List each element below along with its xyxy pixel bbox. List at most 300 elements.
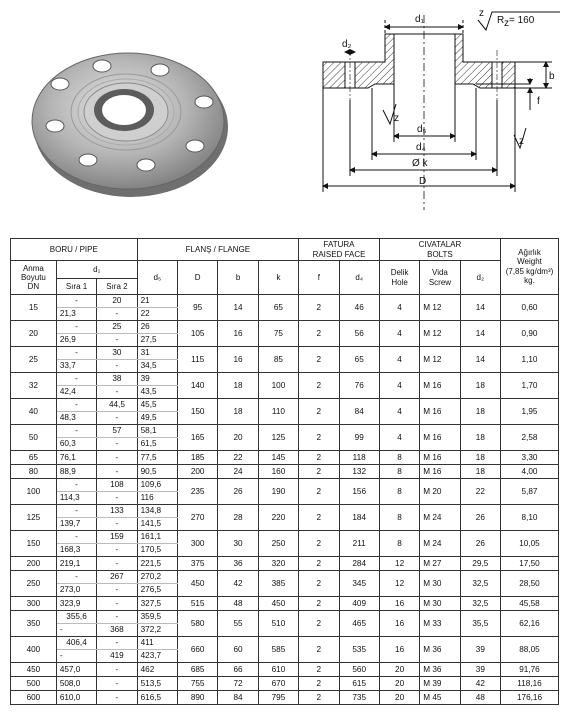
svg-text:R: R xyxy=(497,15,505,26)
cell-d5: 49,5 xyxy=(137,412,177,425)
cell-screw: M 39 xyxy=(420,677,460,691)
cell-w: 45,58 xyxy=(501,597,559,611)
cell-screw: M 12 xyxy=(420,347,460,373)
header-sira1: Sıra 1 xyxy=(56,279,96,295)
table-row xyxy=(11,663,559,677)
cell-b: 22 xyxy=(218,451,258,465)
cell-d5: 141,5 xyxy=(137,518,177,531)
cell-d2: 32,5 xyxy=(460,597,500,611)
cell-k: 795 xyxy=(258,691,298,705)
cell-f: 2 xyxy=(299,465,339,479)
cell-s2: 38 xyxy=(97,373,137,386)
cell-screw: M 45 xyxy=(420,691,460,705)
header-screw: Vida Screw xyxy=(420,261,460,295)
cell-s2: - xyxy=(97,611,137,624)
cell-k: 250 xyxy=(258,531,298,557)
cell-s1: - xyxy=(56,571,96,584)
cell-D: 300 xyxy=(177,531,217,557)
cell-k: 190 xyxy=(258,479,298,505)
cell-s1: 88,9 xyxy=(56,465,96,479)
cell-screw: M 12 xyxy=(420,321,460,347)
cell-d2: 14 xyxy=(460,347,500,373)
cell-s1: - xyxy=(56,399,96,412)
table-body xyxy=(11,295,559,705)
cell-d2: 39 xyxy=(460,637,500,663)
cell-s2: - xyxy=(97,334,137,347)
cell-f: 2 xyxy=(299,597,339,611)
cell-s2: 20 xyxy=(97,295,137,308)
cell-hole: 8 xyxy=(379,479,419,505)
cell-d5: 270,2 xyxy=(137,571,177,584)
cell-screw: M 33 xyxy=(420,611,460,637)
header-flange: FLANŞ / FLANGE xyxy=(137,239,299,261)
cell-w: 8,10 xyxy=(501,505,559,531)
cell-d2: 22 xyxy=(460,479,500,505)
cell-screw: M 30 xyxy=(420,597,460,611)
cell-d5: 90,5 xyxy=(137,465,177,479)
cell-dn: 50 xyxy=(11,425,57,451)
cell-w: 88,05 xyxy=(501,637,559,663)
cell-s1: - xyxy=(56,650,96,663)
svg-text:z: z xyxy=(504,18,509,29)
cell-w: 1,10 xyxy=(501,347,559,373)
cell-k: 85 xyxy=(258,347,298,373)
cell-dn: 40 xyxy=(11,399,57,425)
cell-s1: 21,3 xyxy=(56,308,96,321)
cell-b: 60 xyxy=(218,637,258,663)
cell-D: 270 xyxy=(177,505,217,531)
cell-d5: 411 xyxy=(137,637,177,650)
table-row xyxy=(11,347,559,360)
cell-screw: M 36 xyxy=(420,663,460,677)
cell-b: 18 xyxy=(218,399,258,425)
cell-D: 755 xyxy=(177,677,217,691)
cell-w: 118,16 xyxy=(501,677,559,691)
cell-k: 160 xyxy=(258,465,298,479)
cell-s1: 48,3 xyxy=(56,412,96,425)
header-raised-face: FATURA RAISED FACE xyxy=(299,239,380,261)
cell-s2: - xyxy=(97,663,137,677)
cell-k: 670 xyxy=(258,677,298,691)
cell-d5: 221,5 xyxy=(137,557,177,571)
cell-k: 510 xyxy=(258,611,298,637)
cell-b: 36 xyxy=(218,557,258,571)
cell-d4: 156 xyxy=(339,479,379,505)
table-row xyxy=(11,373,559,386)
cell-dn: 15 xyxy=(11,295,57,321)
cell-d2: 18 xyxy=(460,425,500,451)
cell-d2: 14 xyxy=(460,321,500,347)
cell-f: 2 xyxy=(299,373,339,399)
cell-k: 385 xyxy=(258,571,298,597)
cell-s1: 508,0 xyxy=(56,677,96,691)
cell-f: 2 xyxy=(299,321,339,347)
cell-D: 200 xyxy=(177,465,217,479)
cell-d4: 735 xyxy=(339,691,379,705)
cell-dn: 80 xyxy=(11,465,57,479)
cell-d5: 22 xyxy=(137,308,177,321)
cell-D: 185 xyxy=(177,451,217,465)
cell-hole: 12 xyxy=(379,557,419,571)
cell-s1: 273,0 xyxy=(56,584,96,597)
cell-s1: 610,0 xyxy=(56,691,96,705)
table-row xyxy=(11,425,559,438)
cell-k: 450 xyxy=(258,597,298,611)
cell-s2: 57 xyxy=(97,425,137,438)
header-D: D xyxy=(177,261,217,295)
cell-k: 125 xyxy=(258,425,298,451)
cell-hole: 4 xyxy=(379,425,419,451)
header-k: k xyxy=(258,261,298,295)
cell-s2: - xyxy=(97,637,137,650)
cell-hole: 4 xyxy=(379,347,419,373)
cell-s1: - xyxy=(56,373,96,386)
table-row xyxy=(11,465,559,479)
svg-text:d₂: d₂ xyxy=(342,39,352,50)
cell-d5: 134,8 xyxy=(137,505,177,518)
cell-d2: 18 xyxy=(460,399,500,425)
cell-s1: 219,1 xyxy=(56,557,96,571)
cell-f: 2 xyxy=(299,505,339,531)
cell-b: 30 xyxy=(218,531,258,557)
cell-b: 14 xyxy=(218,295,258,321)
cell-hole: 4 xyxy=(379,295,419,321)
cell-f: 2 xyxy=(299,531,339,557)
cell-d5: 31 xyxy=(137,347,177,360)
table-row xyxy=(11,611,559,624)
cell-s2: - xyxy=(97,691,137,705)
cell-w: 1,70 xyxy=(501,373,559,399)
cell-D: 115 xyxy=(177,347,217,373)
cell-hole: 8 xyxy=(379,451,419,465)
cell-dn: 125 xyxy=(11,505,57,531)
cell-b: 55 xyxy=(218,611,258,637)
cell-b: 16 xyxy=(218,347,258,373)
cell-screw: M 36 xyxy=(420,637,460,663)
cell-w: 1,95 xyxy=(501,399,559,425)
cell-s1: 406,4 xyxy=(56,637,96,650)
cell-D: 105 xyxy=(177,321,217,347)
cell-hole: 8 xyxy=(379,505,419,531)
cell-s1: - xyxy=(56,321,96,334)
cell-D: 685 xyxy=(177,663,217,677)
cell-s2: - xyxy=(97,492,137,505)
table-row xyxy=(11,505,559,518)
cell-f: 2 xyxy=(299,479,339,505)
cell-k: 585 xyxy=(258,637,298,663)
cell-k: 320 xyxy=(258,557,298,571)
cell-s2: - xyxy=(97,308,137,321)
cell-s1: - xyxy=(56,295,96,308)
header-bolts: CIVATALAR BOLTS xyxy=(379,239,500,261)
cell-dn: 450 xyxy=(11,663,57,677)
table-row xyxy=(11,479,559,492)
cell-s2: 108 xyxy=(97,479,137,492)
cell-b: 72 xyxy=(218,677,258,691)
cell-k: 65 xyxy=(258,295,298,321)
cell-w: 0,90 xyxy=(501,321,559,347)
cell-d4: 409 xyxy=(339,597,379,611)
cell-f: 2 xyxy=(299,691,339,705)
drawing-labels xyxy=(342,8,555,187)
cell-d2: 39 xyxy=(460,663,500,677)
cell-s2: - xyxy=(97,544,137,557)
cell-s2: - xyxy=(97,597,137,611)
cell-w: 3,30 xyxy=(501,451,559,465)
cell-s2: - xyxy=(97,677,137,691)
cell-d5: 161,1 xyxy=(137,531,177,544)
cell-screw: M 20 xyxy=(420,479,460,505)
cell-d4: 535 xyxy=(339,637,379,663)
svg-text:b: b xyxy=(549,71,555,82)
cell-f: 2 xyxy=(299,399,339,425)
cell-d4: 84 xyxy=(339,399,379,425)
table-row xyxy=(11,637,559,650)
cell-d5: 462 xyxy=(137,663,177,677)
cell-f: 2 xyxy=(299,347,339,373)
cell-s2: - xyxy=(97,584,137,597)
header-d2: d₂ xyxy=(460,261,500,295)
cell-s1: - xyxy=(56,347,96,360)
cell-d4: 345 xyxy=(339,571,379,597)
cell-d2: 14 xyxy=(460,295,500,321)
cell-d2: 48 xyxy=(460,691,500,705)
svg-text:D: D xyxy=(419,176,427,187)
cell-screw: M 16 xyxy=(420,451,460,465)
cell-screw: M 16 xyxy=(420,373,460,399)
cell-screw: M 16 xyxy=(420,425,460,451)
cell-f: 2 xyxy=(299,637,339,663)
cell-f: 2 xyxy=(299,677,339,691)
cell-s2: - xyxy=(97,360,137,373)
cell-f: 2 xyxy=(299,451,339,465)
cell-d4: 615 xyxy=(339,677,379,691)
cell-hole: 4 xyxy=(379,321,419,347)
cell-dn: 300 xyxy=(11,597,57,611)
cell-dn: 150 xyxy=(11,531,57,557)
svg-text:z: z xyxy=(479,8,484,19)
cell-s2: 133 xyxy=(97,505,137,518)
cell-screw: M 30 xyxy=(420,571,460,597)
cell-b: 66 xyxy=(218,663,258,677)
cell-D: 235 xyxy=(177,479,217,505)
cell-k: 100 xyxy=(258,373,298,399)
header-d4: d₄ xyxy=(339,261,379,295)
cell-b: 28 xyxy=(218,505,258,531)
cell-d4: 46 xyxy=(339,295,379,321)
cell-d4: 65 xyxy=(339,347,379,373)
table-row xyxy=(11,597,559,611)
table-row xyxy=(11,677,559,691)
cell-s2: 44,5 xyxy=(97,399,137,412)
cell-d4: 76 xyxy=(339,373,379,399)
cell-d5: 276,5 xyxy=(137,584,177,597)
cell-b: 84 xyxy=(218,691,258,705)
table-row xyxy=(11,399,559,412)
cell-b: 18 xyxy=(218,373,258,399)
header-hole: Delik Hole xyxy=(379,261,419,295)
cell-b: 48 xyxy=(218,597,258,611)
cell-s1: - xyxy=(56,624,96,637)
cell-hole: 20 xyxy=(379,663,419,677)
cell-w: 0,60 xyxy=(501,295,559,321)
cell-w: 176,16 xyxy=(501,691,559,705)
cell-d2: 35,5 xyxy=(460,611,500,637)
cell-s1: - xyxy=(56,531,96,544)
cell-d2: 18 xyxy=(460,373,500,399)
svg-text:d₅: d₅ xyxy=(417,124,427,135)
svg-text:f: f xyxy=(537,96,540,107)
cell-s1: 168,3 xyxy=(56,544,96,557)
cell-d4: 132 xyxy=(339,465,379,479)
cell-w: 62,16 xyxy=(501,611,559,637)
cell-D: 580 xyxy=(177,611,217,637)
cell-k: 75 xyxy=(258,321,298,347)
cell-hole: 16 xyxy=(379,597,419,611)
cell-d4: 284 xyxy=(339,557,379,571)
header-sira2: Sıra 2 xyxy=(97,279,137,295)
cell-D: 150 xyxy=(177,399,217,425)
header-d1: d₁ xyxy=(56,261,137,279)
svg-text:z: z xyxy=(519,136,524,147)
cell-b: 26 xyxy=(218,479,258,505)
cell-d2: 26 xyxy=(460,531,500,557)
cell-d4: 56 xyxy=(339,321,379,347)
flange-spec-table xyxy=(10,238,559,705)
cell-d4: 211 xyxy=(339,531,379,557)
cell-dn: 32 xyxy=(11,373,57,399)
cell-s2: - xyxy=(97,465,137,479)
cell-d5: 43,5 xyxy=(137,386,177,399)
cell-hole: 4 xyxy=(379,373,419,399)
cell-d5: 61,5 xyxy=(137,438,177,451)
svg-text:z: z xyxy=(394,113,399,124)
cell-d5: 327,5 xyxy=(137,597,177,611)
cell-d2: 18 xyxy=(460,451,500,465)
cell-s2: 419 xyxy=(97,650,137,663)
cell-d5: 616,5 xyxy=(137,691,177,705)
cell-d5: 372,2 xyxy=(137,624,177,637)
cell-k: 220 xyxy=(258,505,298,531)
header-f: f xyxy=(299,261,339,295)
cell-d5: 513,5 xyxy=(137,677,177,691)
cell-d5: 170,5 xyxy=(137,544,177,557)
cell-s2: 159 xyxy=(97,531,137,544)
cell-s2: 25 xyxy=(97,321,137,334)
cell-w: 5,87 xyxy=(501,479,559,505)
cell-s2: - xyxy=(97,557,137,571)
cell-D: 95 xyxy=(177,295,217,321)
cell-s2: - xyxy=(97,412,137,425)
cell-s1: 26,9 xyxy=(56,334,96,347)
svg-text:d₁: d₁ xyxy=(415,14,424,25)
header-d5: d₅ xyxy=(137,261,177,295)
cell-f: 2 xyxy=(299,425,339,451)
cell-s1: 60,3 xyxy=(56,438,96,451)
cell-b: 42 xyxy=(218,571,258,597)
cell-d4: 99 xyxy=(339,425,379,451)
cell-s2: - xyxy=(97,451,137,465)
table-row xyxy=(11,295,559,308)
cell-d4: 560 xyxy=(339,663,379,677)
cell-d4: 184 xyxy=(339,505,379,531)
cell-D: 140 xyxy=(177,373,217,399)
cell-k: 110 xyxy=(258,399,298,425)
cell-d2: 18 xyxy=(460,465,500,479)
cell-d5: 26 xyxy=(137,321,177,334)
table-row xyxy=(11,451,559,465)
cell-d2: 42 xyxy=(460,677,500,691)
cell-D: 375 xyxy=(177,557,217,571)
section-drawing xyxy=(323,12,560,210)
cell-w: 91,76 xyxy=(501,663,559,677)
cell-s1: 33,7 xyxy=(56,360,96,373)
cell-s1: 457,0 xyxy=(56,663,96,677)
cell-screw: M 16 xyxy=(420,399,460,425)
cell-d5: 39 xyxy=(137,373,177,386)
cell-s1: 114,3 xyxy=(56,492,96,505)
cell-d4: 118 xyxy=(339,451,379,465)
cell-dn: 250 xyxy=(11,571,57,597)
cell-screw: M 24 xyxy=(420,531,460,557)
cell-d5: 77,5 xyxy=(137,451,177,465)
table-row xyxy=(11,321,559,334)
header-dn: Anma Boyutu DN xyxy=(11,261,57,295)
svg-text:= 160: = 160 xyxy=(509,15,535,26)
svg-text:Ø k: Ø k xyxy=(412,158,428,169)
cell-s1: 355,6 xyxy=(56,611,96,624)
header-pipe: BORU / PIPE xyxy=(11,239,138,261)
cell-D: 165 xyxy=(177,425,217,451)
header-b: b xyxy=(218,261,258,295)
cell-d5: 359,5 xyxy=(137,611,177,624)
cell-f: 2 xyxy=(299,663,339,677)
cell-s1: 76,1 xyxy=(56,451,96,465)
cell-f: 2 xyxy=(299,611,339,637)
cell-f: 2 xyxy=(299,557,339,571)
cell-hole: 16 xyxy=(379,637,419,663)
cell-dn: 100 xyxy=(11,479,57,505)
cell-d5: 423,7 xyxy=(137,650,177,663)
cell-hole: 20 xyxy=(379,677,419,691)
cell-s2: - xyxy=(97,438,137,451)
cell-screw: M 12 xyxy=(420,295,460,321)
cell-hole: 8 xyxy=(379,531,419,557)
flange-figure xyxy=(0,0,570,235)
table-row xyxy=(11,557,559,571)
cell-b: 24 xyxy=(218,465,258,479)
cell-dn: 20 xyxy=(11,321,57,347)
cell-s1: - xyxy=(56,479,96,492)
cell-k: 145 xyxy=(258,451,298,465)
cell-d2: 32,5 xyxy=(460,571,500,597)
cell-s2: 267 xyxy=(97,571,137,584)
cell-d4: 465 xyxy=(339,611,379,637)
table-row xyxy=(11,691,559,705)
cell-D: 890 xyxy=(177,691,217,705)
cell-hole: 4 xyxy=(379,399,419,425)
cell-D: 515 xyxy=(177,597,217,611)
cell-screw: M 16 xyxy=(420,465,460,479)
cell-d5: 116 xyxy=(137,492,177,505)
cell-s1: 42,4 xyxy=(56,386,96,399)
cell-dn: 200 xyxy=(11,557,57,571)
cell-dn: 500 xyxy=(11,677,57,691)
cell-dn: 600 xyxy=(11,691,57,705)
cell-dn: 400 xyxy=(11,637,57,663)
cell-s1: - xyxy=(56,505,96,518)
cell-dn: 65 xyxy=(11,451,57,465)
